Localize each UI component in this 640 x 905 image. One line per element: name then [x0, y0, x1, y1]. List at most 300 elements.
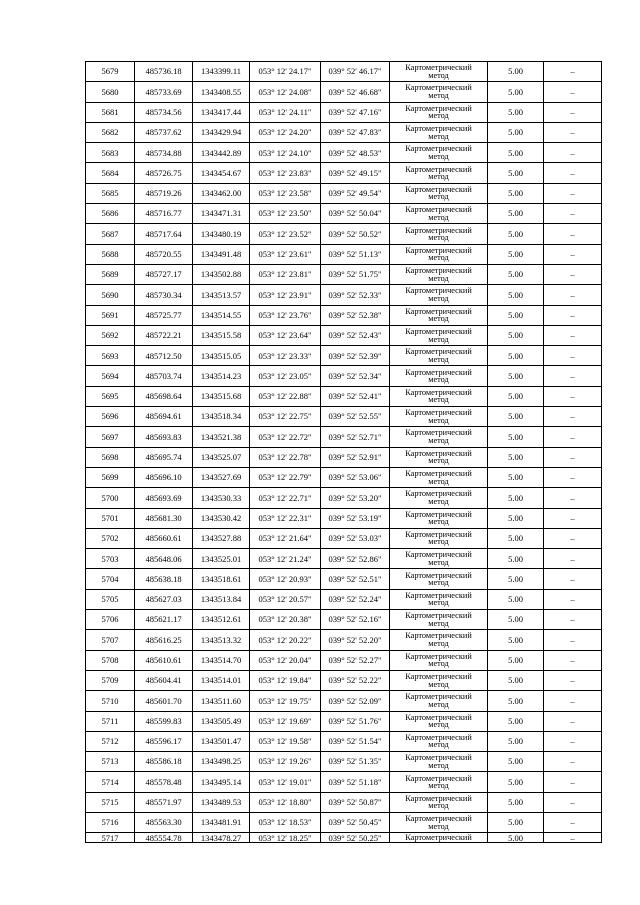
precision-cell: 5.00: [488, 305, 544, 325]
precision-cell: 5.00: [488, 224, 544, 244]
method-line-1: Картометрический: [405, 448, 472, 458]
point-number-cell: 5684: [86, 163, 135, 183]
description-cell: –: [544, 447, 602, 467]
method-line-2: метод: [428, 476, 449, 486]
description-cell: –: [544, 731, 602, 751]
latitude-cell: 053° 12' 19.58": [250, 731, 321, 751]
method-line-2: метод: [428, 679, 449, 689]
x-coordinate-cell: 485627.03: [135, 589, 193, 609]
x-coordinate-cell: 485693.83: [135, 427, 193, 447]
table-row: [86, 508, 602, 528]
table-row: [86, 224, 602, 244]
description-cell: –: [544, 102, 602, 122]
longitude-cell: 039° 52' 51.35": [321, 752, 390, 772]
latitude-cell: 053° 12' 20.04": [250, 650, 321, 670]
method-line-1: Картометрический: [405, 509, 472, 519]
method-line-1: Картометрический: [405, 408, 472, 418]
y-coordinate-cell: 1343527.69: [193, 467, 250, 487]
x-coordinate-cell: 485693.69: [135, 488, 193, 508]
method-cell: [390, 549, 488, 569]
point-number-cell: 5683: [86, 143, 135, 163]
precision-cell: 5.00: [488, 407, 544, 427]
method-line-2: метод: [428, 70, 449, 80]
method-line-2: метод: [428, 354, 449, 364]
precision-cell: 5.00: [488, 427, 544, 447]
table-row: [86, 183, 602, 203]
latitude-cell: 053° 12' 20.57": [250, 589, 321, 609]
method-line-1: Картометрический: [405, 367, 472, 377]
y-coordinate-cell: 1343515.68: [193, 386, 250, 406]
method-cell: [390, 122, 488, 142]
method-line-2: метод: [428, 821, 449, 831]
y-coordinate-cell: 1343514.01: [193, 670, 250, 690]
table-row: [86, 366, 602, 386]
precision-cell: 5.00: [488, 650, 544, 670]
method-cell: [390, 772, 488, 792]
precision-cell: 5.00: [488, 752, 544, 772]
method-line-2: метод: [428, 740, 449, 750]
y-coordinate-cell: 1343518.61: [193, 569, 250, 589]
point-number-cell: 5717: [86, 833, 135, 843]
latitude-cell: 053° 12' 20.22": [250, 630, 321, 650]
latitude-cell: 053° 12' 19.75": [250, 691, 321, 711]
description-cell: –: [544, 508, 602, 528]
latitude-cell: 053° 12' 23.05": [250, 366, 321, 386]
description-cell: –: [544, 711, 602, 731]
latitude-cell: 053° 12' 23.33": [250, 346, 321, 366]
y-coordinate-cell: 1343521.38: [193, 427, 250, 447]
x-coordinate-cell: 485734.56: [135, 102, 193, 122]
table-row: [86, 589, 602, 609]
precision-cell: 5.00: [488, 467, 544, 487]
latitude-cell: 053° 12' 23.64": [250, 325, 321, 345]
x-coordinate-cell: 485737.62: [135, 122, 193, 142]
y-coordinate-cell: 1343462.00: [193, 183, 250, 203]
description-cell: –: [544, 569, 602, 589]
longitude-cell: 039° 52' 52.22": [321, 670, 390, 690]
point-number-cell: 5687: [86, 224, 135, 244]
precision-cell: 5.00: [488, 62, 544, 82]
description-cell: –: [544, 488, 602, 508]
y-coordinate-cell: 1343512.61: [193, 610, 250, 630]
longitude-cell: 039° 52' 51.76": [321, 711, 390, 731]
method-cell: [390, 163, 488, 183]
table-row: [86, 386, 602, 406]
method-cell: [390, 204, 488, 224]
precision-cell: 5.00: [488, 589, 544, 609]
method-cell: [390, 812, 488, 832]
y-coordinate-cell: 1343480.19: [193, 224, 250, 244]
method-line-2: метод: [428, 253, 449, 263]
latitude-cell: 053° 12' 19.01": [250, 772, 321, 792]
method-line-2: метод: [428, 801, 449, 811]
x-coordinate-cell: 485571.97: [135, 792, 193, 812]
method-line-1: Картометрический: [405, 832, 472, 842]
latitude-cell: 053° 12' 23.61": [250, 244, 321, 264]
x-coordinate-cell: 485599.83: [135, 711, 193, 731]
method-line-1: Картометрический: [405, 773, 472, 783]
table-row: [86, 447, 602, 467]
longitude-cell: 039° 52' 46.17": [321, 62, 390, 82]
y-coordinate-cell: 1343417.44: [193, 102, 250, 122]
point-number-cell: 5711: [86, 711, 135, 731]
description-cell: –: [544, 163, 602, 183]
x-coordinate-cell: 485722.21: [135, 325, 193, 345]
point-number-cell: 5686: [86, 204, 135, 224]
method-line-2: метод: [428, 456, 449, 466]
method-line-1: Картометрический: [405, 469, 472, 479]
x-coordinate-cell: 485554.78: [135, 833, 193, 843]
description-cell: –: [544, 143, 602, 163]
precision-cell: 5.00: [488, 82, 544, 102]
method-cell: [390, 711, 488, 731]
method-line-1: Картометрический: [405, 428, 472, 438]
method-cell: [390, 589, 488, 609]
method-line-1: Картометрический: [405, 814, 472, 824]
method-line-1: Картометрический: [405, 63, 472, 73]
method-line-1: Картометрический: [405, 611, 472, 621]
latitude-cell: 053° 12' 22.71": [250, 488, 321, 508]
y-coordinate-cell: 1343511.60: [193, 691, 250, 711]
longitude-cell: 039° 52' 48.53": [321, 143, 390, 163]
point-number-cell: 5689: [86, 264, 135, 284]
method-line-1: Картометрический: [405, 387, 472, 397]
y-coordinate-cell: 1343399.11: [193, 62, 250, 82]
table-row: [86, 528, 602, 548]
table-row: [86, 691, 602, 711]
precision-cell: 5.00: [488, 386, 544, 406]
coordinates-table: [85, 61, 602, 843]
table-row: [86, 82, 602, 102]
method-line-2: метод: [428, 496, 449, 506]
latitude-cell: 053° 12' 22.31": [250, 508, 321, 528]
point-number-cell: 5701: [86, 508, 135, 528]
latitude-cell: 053° 12' 19.26": [250, 752, 321, 772]
table-row: [86, 427, 602, 447]
method-cell: [390, 488, 488, 508]
longitude-cell: 039° 52' 51.13": [321, 244, 390, 264]
table-row: [86, 833, 602, 843]
y-coordinate-cell: 1343525.07: [193, 447, 250, 467]
point-number-cell: 5685: [86, 183, 135, 203]
description-cell: –: [544, 528, 602, 548]
precision-cell: 5.00: [488, 264, 544, 284]
point-number-cell: 5688: [86, 244, 135, 264]
y-coordinate-cell: 1343481.91: [193, 812, 250, 832]
longitude-cell: 039° 52' 51.18": [321, 772, 390, 792]
precision-cell: 5.00: [488, 711, 544, 731]
description-cell: –: [544, 589, 602, 609]
method-cell: [390, 650, 488, 670]
y-coordinate-cell: 1343515.58: [193, 325, 250, 345]
description-cell: –: [544, 407, 602, 427]
point-number-cell: 5690: [86, 285, 135, 305]
method-cell: [390, 102, 488, 122]
method-line-2: метод: [428, 90, 449, 100]
x-coordinate-cell: 485596.17: [135, 731, 193, 751]
x-coordinate-cell: 485734.88: [135, 143, 193, 163]
method-cell: [390, 630, 488, 650]
latitude-cell: 053° 12' 24.20": [250, 122, 321, 142]
table-row: [86, 549, 602, 569]
precision-cell: 5.00: [488, 285, 544, 305]
point-number-cell: 5707: [86, 630, 135, 650]
y-coordinate-cell: 1343530.33: [193, 488, 250, 508]
method-line-1: Картометрический: [405, 793, 472, 803]
longitude-cell: 039° 52' 52.71": [321, 427, 390, 447]
method-cell: [390, 183, 488, 203]
table-row: [86, 143, 602, 163]
method-line-2: метод: [428, 172, 449, 182]
latitude-cell: 053° 12' 20.93": [250, 569, 321, 589]
longitude-cell: 039° 52' 51.75": [321, 264, 390, 284]
latitude-cell: 053° 12' 24.10": [250, 143, 321, 163]
table-row: [86, 772, 602, 792]
table-row: [86, 204, 602, 224]
description-cell: –: [544, 325, 602, 345]
longitude-cell: 039° 52' 52.38": [321, 305, 390, 325]
x-coordinate-cell: 485727.17: [135, 264, 193, 284]
x-coordinate-cell: 485638.18: [135, 569, 193, 589]
latitude-cell: 053° 12' 24.08": [250, 82, 321, 102]
method-cell: [390, 508, 488, 528]
description-cell: –: [544, 670, 602, 690]
method-line-2: метод: [428, 131, 449, 141]
method-cell: [390, 670, 488, 690]
latitude-cell: 053° 12' 23.50": [250, 204, 321, 224]
x-coordinate-cell: 485696.10: [135, 467, 193, 487]
description-cell: –: [544, 792, 602, 812]
description-cell: –: [544, 467, 602, 487]
longitude-cell: 039° 52' 53.06": [321, 467, 390, 487]
method-cell: [390, 346, 488, 366]
latitude-cell: 053° 12' 21.64": [250, 528, 321, 548]
latitude-cell: 053° 12' 24.17": [250, 62, 321, 82]
latitude-cell: 053° 12' 22.75": [250, 407, 321, 427]
method-cell: [390, 610, 488, 630]
table-row: [86, 670, 602, 690]
y-coordinate-cell: 1343454.67: [193, 163, 250, 183]
method-cell: [390, 264, 488, 284]
method-cell: [390, 305, 488, 325]
method-line-2: метод: [428, 781, 449, 791]
description-cell: –: [544, 244, 602, 264]
longitude-cell: 039° 52' 50.25": [321, 833, 390, 843]
y-coordinate-cell: 1343518.34: [193, 407, 250, 427]
point-number-cell: 5708: [86, 650, 135, 670]
table-row: [86, 467, 602, 487]
method-line-1: Картометрический: [405, 753, 472, 763]
precision-cell: 5.00: [488, 447, 544, 467]
y-coordinate-cell: 1343478.27: [193, 833, 250, 843]
method-line-2: метод: [428, 293, 449, 303]
method-line-2: метод: [428, 720, 449, 730]
precision-cell: 5.00: [488, 204, 544, 224]
description-cell: –: [544, 833, 602, 843]
method-cell: [390, 366, 488, 386]
point-number-cell: 5709: [86, 670, 135, 690]
y-coordinate-cell: 1343491.48: [193, 244, 250, 264]
x-coordinate-cell: 485604.41: [135, 670, 193, 690]
method-line-2: метод: [428, 192, 449, 202]
latitude-cell: 053° 12' 20.38": [250, 610, 321, 630]
description-cell: –: [544, 366, 602, 386]
x-coordinate-cell: 485578.48: [135, 772, 193, 792]
table-row: [86, 122, 602, 142]
precision-cell: 5.00: [488, 346, 544, 366]
method-line-2: метод: [428, 334, 449, 344]
precision-cell: 5.00: [488, 833, 544, 843]
precision-cell: 5.00: [488, 691, 544, 711]
description-cell: –: [544, 427, 602, 447]
description-cell: –: [544, 812, 602, 832]
description-cell: –: [544, 82, 602, 102]
description-cell: –: [544, 610, 602, 630]
point-number-cell: 5700: [86, 488, 135, 508]
x-coordinate-cell: 485698.64: [135, 386, 193, 406]
precision-cell: 5.00: [488, 630, 544, 650]
longitude-cell: 039° 52' 47.83": [321, 122, 390, 142]
precision-cell: 5.00: [488, 670, 544, 690]
description-cell: –: [544, 122, 602, 142]
y-coordinate-cell: 1343442.89: [193, 143, 250, 163]
longitude-cell: 039° 52' 52.55": [321, 407, 390, 427]
table-row: [86, 650, 602, 670]
description-cell: –: [544, 224, 602, 244]
latitude-cell: 053° 12' 18.80": [250, 792, 321, 812]
point-number-cell: 5695: [86, 386, 135, 406]
latitude-cell: 053° 12' 22.78": [250, 447, 321, 467]
table-row: [86, 407, 602, 427]
longitude-cell: 039° 52' 47.16": [321, 102, 390, 122]
longitude-cell: 039° 52' 53.20": [321, 488, 390, 508]
x-coordinate-cell: 485725.77: [135, 305, 193, 325]
method-line-2: метод: [428, 699, 449, 709]
method-line-2: метод: [428, 435, 449, 445]
point-number-cell: 5706: [86, 610, 135, 630]
method-line-1: Картометрический: [405, 245, 472, 255]
precision-cell: 5.00: [488, 366, 544, 386]
method-line-1: Картометрический: [405, 184, 472, 194]
method-line-1: Картометрический: [405, 306, 472, 316]
method-cell: [390, 285, 488, 305]
method-cell: [390, 427, 488, 447]
x-coordinate-cell: 485648.06: [135, 549, 193, 569]
method-cell: [390, 467, 488, 487]
method-line-1: Картометрический: [405, 347, 472, 357]
y-coordinate-cell: 1343489.53: [193, 792, 250, 812]
latitude-cell: 053° 12' 24.11": [250, 102, 321, 122]
longitude-cell: 039° 52' 49.15": [321, 163, 390, 183]
method-line-1: Картометрический: [405, 266, 472, 276]
y-coordinate-cell: 1343505.49: [193, 711, 250, 731]
method-cell: [390, 752, 488, 772]
point-number-cell: 5692: [86, 325, 135, 345]
method-line-2: метод: [428, 395, 449, 405]
precision-cell: 5.00: [488, 102, 544, 122]
y-coordinate-cell: 1343498.25: [193, 752, 250, 772]
description-cell: –: [544, 650, 602, 670]
point-number-cell: 5715: [86, 792, 135, 812]
latitude-cell: 053° 12' 23.81": [250, 264, 321, 284]
table-row: [86, 264, 602, 284]
y-coordinate-cell: 1343527.88: [193, 528, 250, 548]
x-coordinate-cell: 485695.74: [135, 447, 193, 467]
method-line-2: метод: [428, 375, 449, 385]
x-coordinate-cell: 485736.18: [135, 62, 193, 82]
method-cell: [390, 82, 488, 102]
method-line-1: Картометрический: [405, 124, 472, 134]
method-line-1: Картометрический: [405, 631, 472, 641]
latitude-cell: 053° 12' 19.84": [250, 670, 321, 690]
latitude-cell: 053° 12' 22.72": [250, 427, 321, 447]
precision-cell: 5.00: [488, 528, 544, 548]
table-row: [86, 285, 602, 305]
x-coordinate-cell: 485621.17: [135, 610, 193, 630]
method-line-2: метод: [428, 212, 449, 222]
method-line-1: Картометрический: [405, 205, 472, 215]
table-row: [86, 812, 602, 832]
method-line-1: Картометрический: [405, 489, 472, 499]
description-cell: –: [544, 772, 602, 792]
longitude-cell: 039° 52' 49.54": [321, 183, 390, 203]
longitude-cell: 039° 52' 50.04": [321, 204, 390, 224]
precision-cell: 5.00: [488, 731, 544, 751]
y-coordinate-cell: 1343530.42: [193, 508, 250, 528]
x-coordinate-cell: 485610.61: [135, 650, 193, 670]
method-line-2: метод: [428, 578, 449, 588]
description-cell: –: [544, 285, 602, 305]
point-number-cell: 5682: [86, 122, 135, 142]
method-line-1: Картометрический: [405, 651, 472, 661]
precision-cell: 5.00: [488, 183, 544, 203]
table-row: [86, 731, 602, 751]
x-coordinate-cell: 485720.55: [135, 244, 193, 264]
precision-cell: 5.00: [488, 488, 544, 508]
method-line-2: метод: [428, 537, 449, 547]
x-coordinate-cell: 485681.30: [135, 508, 193, 528]
y-coordinate-cell: 1343429.94: [193, 122, 250, 142]
method-cell: [390, 62, 488, 82]
table-row: [86, 792, 602, 812]
latitude-cell: 053° 12' 23.91": [250, 285, 321, 305]
method-line-2: метод: [428, 273, 449, 283]
table-row: [86, 630, 602, 650]
latitude-cell: 053° 12' 18.53": [250, 812, 321, 832]
x-coordinate-cell: 485563.30: [135, 812, 193, 832]
latitude-cell: 053° 12' 21.24": [250, 549, 321, 569]
table-row: [86, 346, 602, 366]
longitude-cell: 039° 52' 50.45": [321, 812, 390, 832]
method-line-1: Картометрический: [405, 327, 472, 336]
point-number-cell: 5704: [86, 569, 135, 589]
method-cell: [390, 731, 488, 751]
longitude-cell: 039° 52' 52.27": [321, 650, 390, 670]
method-line-1: Картометрический: [405, 570, 472, 580]
y-coordinate-cell: 1343514.70: [193, 650, 250, 670]
precision-cell: 5.00: [488, 812, 544, 832]
y-coordinate-cell: 1343513.32: [193, 630, 250, 650]
y-coordinate-cell: 1343514.55: [193, 305, 250, 325]
method-cell: [390, 833, 488, 843]
precision-cell: 5.00: [488, 772, 544, 792]
method-cell: [390, 447, 488, 467]
longitude-cell: 039° 52' 46.68": [321, 82, 390, 102]
point-number-cell: 5681: [86, 102, 135, 122]
method-line-2: метод: [428, 760, 449, 770]
precision-cell: 5.00: [488, 122, 544, 142]
table-row: [86, 610, 602, 630]
